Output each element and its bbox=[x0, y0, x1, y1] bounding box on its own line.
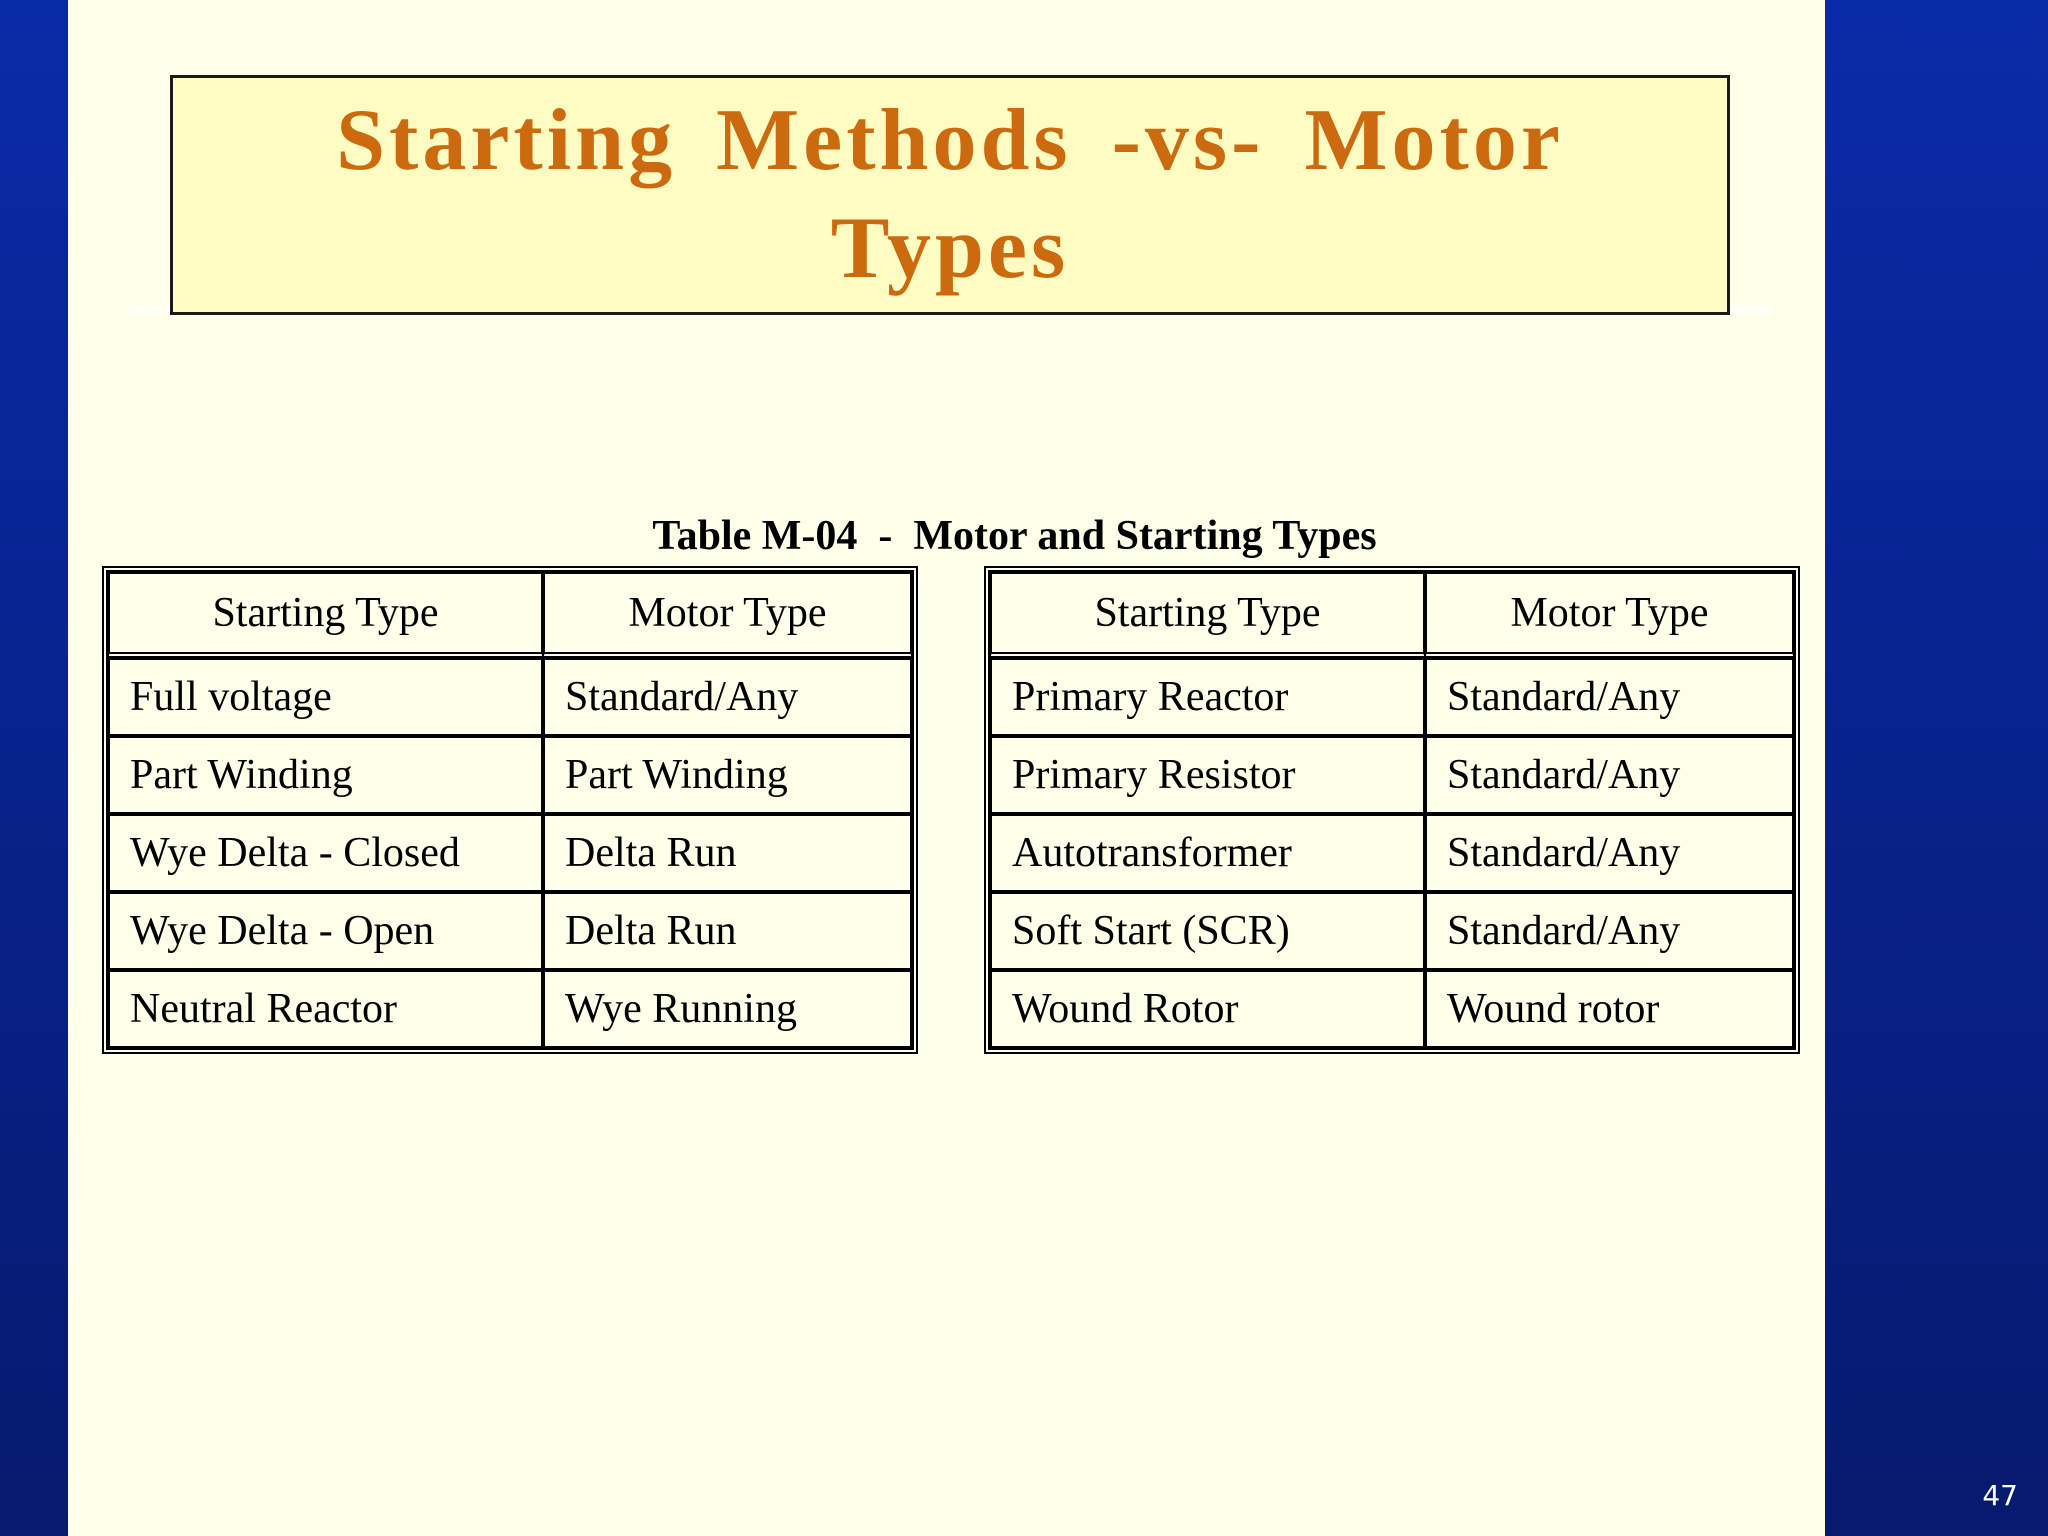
starting-type-cell: Wye Delta - Open bbox=[108, 892, 543, 970]
table-row bbox=[990, 814, 1794, 892]
starting-type-cell: Primary Reactor bbox=[990, 658, 1425, 736]
starting-type-cell: Wound Rotor bbox=[990, 970, 1425, 1048]
starting-type-cell: Part Winding bbox=[108, 736, 543, 814]
table-row bbox=[990, 658, 1794, 736]
slide-title: Starting Methods -vs- Motor Types bbox=[336, 92, 1564, 297]
starting-type-cell: Full voltage bbox=[108, 658, 543, 736]
motor-type-cell: Standard/Any bbox=[543, 658, 912, 736]
starting-type-cell: Neutral Reactor bbox=[108, 970, 543, 1048]
starting-type-cell: Soft Start (SCR) bbox=[990, 892, 1425, 970]
slide-canvas bbox=[68, 0, 1825, 1536]
header-starting-type: Starting Type bbox=[990, 572, 1425, 658]
header-motor-type: Motor Type bbox=[543, 572, 912, 658]
table-row bbox=[990, 892, 1794, 970]
table-row bbox=[108, 658, 912, 736]
motor-type-cell: Delta Run bbox=[543, 892, 912, 970]
table-row bbox=[108, 892, 912, 970]
page-number: 47 bbox=[1982, 1479, 2018, 1512]
starting-type-cell: Autotransformer bbox=[990, 814, 1425, 892]
starting-types-table-right bbox=[984, 566, 1800, 1054]
motor-type-cell: Wound rotor bbox=[1425, 970, 1794, 1048]
motor-type-cell: Standard/Any bbox=[1425, 892, 1794, 970]
motor-type-cell: Standard/Any bbox=[1425, 658, 1794, 736]
motor-type-cell: Standard/Any bbox=[1425, 814, 1794, 892]
table-row bbox=[108, 970, 912, 1048]
motor-type-cell: Delta Run bbox=[543, 814, 912, 892]
motor-type-cell: Standard/Any bbox=[1425, 736, 1794, 814]
title-box bbox=[170, 75, 1730, 315]
table-row bbox=[108, 814, 912, 892]
motor-type-cell: Part Winding bbox=[543, 736, 912, 814]
table-row bbox=[990, 970, 1794, 1048]
header-motor-type: Motor Type bbox=[1425, 572, 1794, 658]
table-header-row bbox=[108, 572, 912, 658]
table-row bbox=[108, 736, 912, 814]
table-header-row bbox=[990, 572, 1794, 658]
starting-type-cell: Primary Resistor bbox=[990, 736, 1425, 814]
header-starting-type: Starting Type bbox=[108, 572, 543, 658]
starting-types-table-left bbox=[102, 566, 918, 1054]
table-caption: Table M-04 - Motor and Starting Types bbox=[652, 513, 1377, 559]
table-row bbox=[990, 736, 1794, 814]
motor-type-cell: Wye Running bbox=[543, 970, 912, 1048]
starting-type-cell: Wye Delta - Closed bbox=[108, 814, 543, 892]
